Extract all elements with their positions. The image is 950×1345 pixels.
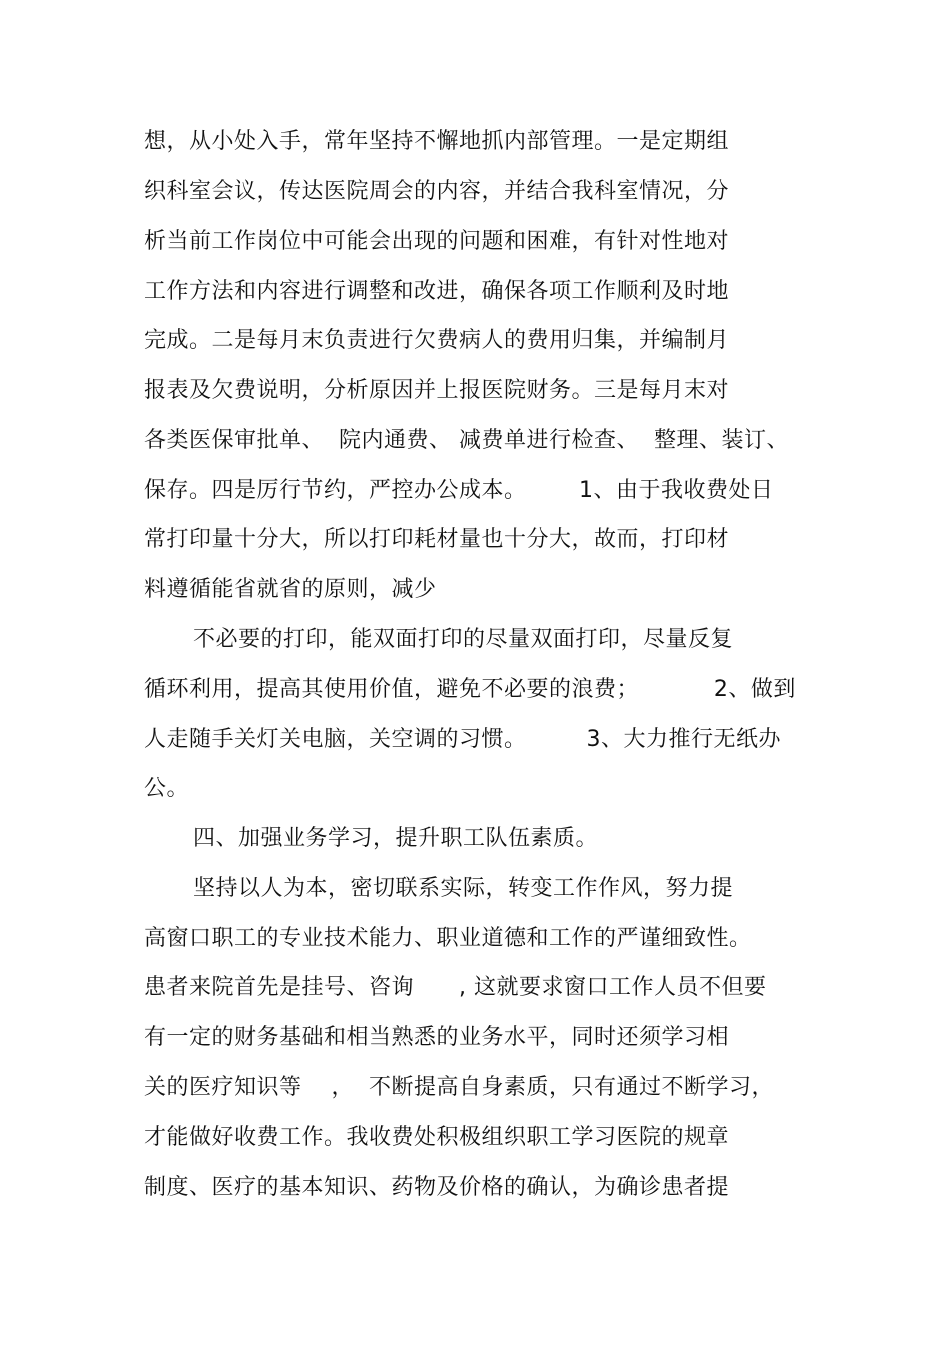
text-line-1: 想，从小处入手，常年坚持不懈地抓内部管理。一是定期组 [144, 129, 730, 154]
text-line-14: 公。 [144, 776, 190, 801]
text-line-9: 常打印量十分大，所以打印耗材量也十分大，故而，打印材 [144, 527, 730, 552]
text-line-8: 保存。四是厉行节约，严控办公成本。 1、由于我收费处日 [144, 478, 774, 503]
text-line-21: 才能做好收费工作。我收费处积极组织职工学习医院的规章 [144, 1125, 730, 1150]
text-line-19: 有一定的财务基础和相当熟悉的业务水平，同时还须学习相 [144, 1025, 730, 1050]
text-line-2: 织科室会议，传达医院周会的内容，并结合我科室情况，分 [144, 179, 730, 204]
text-line-20: 关的医疗知识等 ， 不断提高自身素质，只有通过不断学习， [144, 1075, 774, 1100]
section-heading: 四、加强业务学习，提升职工队伍素质。 [193, 826, 599, 851]
text-line-7: 各类医保审批单、 院内通费、 减费单进行检查、 整理、装订、 [144, 428, 789, 453]
text-line-3: 析当前工作岗位中可能会出现的问题和困难，有针对性地对 [144, 229, 730, 254]
text-line-11: 不必要的打印，能双面打印的尽量双面打印，尽量反复 [193, 627, 734, 652]
text-line-17: 高窗口职工的专业技术能力、职业道德和工作的严谨细致性。 [144, 926, 752, 951]
text-line-13: 人走随手关灯关电脑，关空调的习惯。 3、大力推行无纸办 [144, 727, 781, 752]
text-line-5: 完成。二是每月末负责进行欠费病人的费用归集，并编制月 [144, 328, 730, 353]
text-line-4: 工作方法和内容进行调整和改进，确保各项工作顺利及时地 [144, 279, 730, 304]
text-line-16: 坚持以人为本，密切联系实际，转变工作作风，努力提 [193, 876, 734, 901]
text-line-10: 料遵循能省就省的原则，减少 [144, 577, 437, 602]
text-line-22: 制度、医疗的基本知识、药物及价格的确认，为确诊患者提 [144, 1175, 730, 1200]
text-line-18: 患者来院首先是挂号、咨询 , 这就要求窗口工作人员不但要 [144, 975, 767, 1000]
text-line-12: 循环利用，提高其使用价值，避免不必要的浪费； 2、做到 [144, 677, 796, 702]
text-line-6: 报表及欠费说明，分析原因并上报医院财务。三是每月末对 [144, 378, 730, 403]
